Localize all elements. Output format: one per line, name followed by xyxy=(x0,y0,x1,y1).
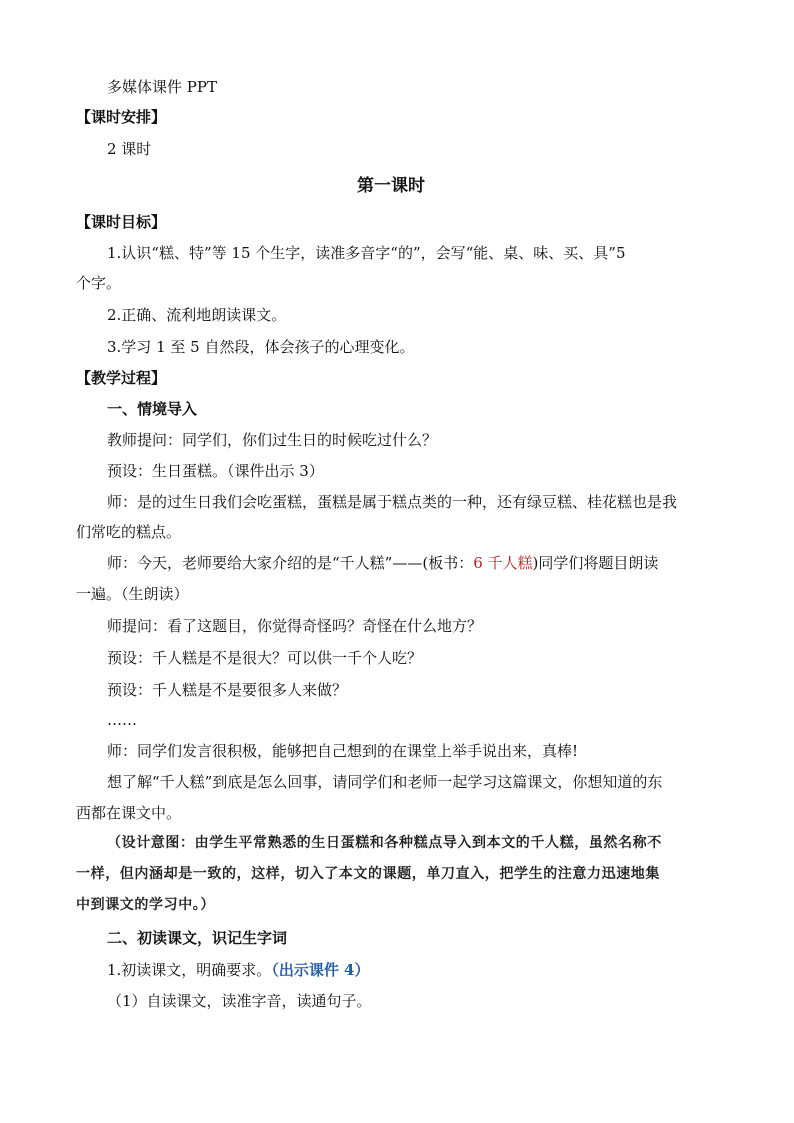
goal-2: 2.正确、流利地朗读课文。 xyxy=(107,306,287,324)
section-2-item-2: （1）自读课文，读准字音，读通句子。 xyxy=(107,992,372,1010)
paragraph-1: 教师提问：同学们，你们过生日的时候吃过什么？ xyxy=(107,431,438,449)
paragraph-5: 师提问：看了这题目，你觉得奇怪吗？奇怪在什么地方？ xyxy=(107,617,483,635)
section-2-item-1 xyxy=(107,960,370,980)
process-heading: 【教学过程】 xyxy=(76,369,167,387)
paragraph-9-line-2: 西都在课文中。 xyxy=(76,804,182,822)
goals-heading: 【课时目标】 xyxy=(76,213,167,231)
schedule-value: 2 课时 xyxy=(107,140,152,158)
design-intent-line-2: 一样，但内涵却是一致的，这样，切入了本文的课题，单刀直入，把学生的注意力迅速地集 xyxy=(76,866,660,882)
section-2-item-1-text: 1.初读课文，明确要求。 xyxy=(107,961,272,979)
schedule-heading: 【课时安排】 xyxy=(76,108,167,126)
paragraph-4-text-pre: 师：今天，老师要给大家介绍的是“千人糕”——(板书： xyxy=(107,554,474,572)
paragraph-9-line-1: 想了解“千人糕”到底是怎么回事，请同学们和老师一起学习这篇课文，你想知道的东 xyxy=(107,773,663,791)
paragraph-7: 预设：千人糕是不是要很多人来做？ xyxy=(107,681,348,699)
paragraph-3-line-2: 们常吃的糕点。 xyxy=(76,523,182,541)
paragraph-4-line-2: 一遍。（生朗读） xyxy=(76,585,189,603)
goal-3: 3.学习 1 至 5 自然段，体会孩子的心理变化。 xyxy=(107,338,415,356)
goal-1-line-1: 1.认识“糕、特”等 15 个生字，读准多音字“的”，会写“能、桌、味、买、具”5 xyxy=(107,244,626,262)
courseware-ref: （出示课件 4） xyxy=(271,961,370,979)
paragraph-4-text-post: )同学们将题目朗读 xyxy=(532,554,659,572)
design-intent-line-3: 中到课文的学习中。） xyxy=(76,897,215,913)
design-intent-line-1: （设计意图：由学生平常熟悉的生日蛋糕和各种糕点导入到本文的千人糕，虽然名称不 xyxy=(107,835,662,851)
paragraph-4-line-1 xyxy=(107,553,658,573)
paragraph-6: 预设：千人糕是不是很大？可以供一千个人吃？ xyxy=(107,649,423,667)
section-2-heading: 二、初读课文，识记生字词 xyxy=(107,929,288,947)
paragraph-8: 师：同学们发言很积极，能够把自己想到的在课堂上举手说出来，真棒! xyxy=(107,742,579,760)
goal-1-line-2: 个字。 xyxy=(76,274,122,292)
paragraph-3-line-1: 师：是的过生日我们会吃蛋糕，蛋糕是属于糕点类的一种，还有绿豆糕、桂花糕也是我 xyxy=(107,493,678,511)
section-1-heading: 一、情境导入 xyxy=(107,400,198,418)
lesson-title: 第一课时 xyxy=(357,176,425,196)
board-title: 6 千人糕 xyxy=(473,554,533,572)
materials-line: 多媒体课件 PPT xyxy=(107,78,217,96)
ellipsis: …… xyxy=(107,711,137,729)
paragraph-2: 预设：生日蛋糕。（课件出示 3） xyxy=(107,462,324,480)
